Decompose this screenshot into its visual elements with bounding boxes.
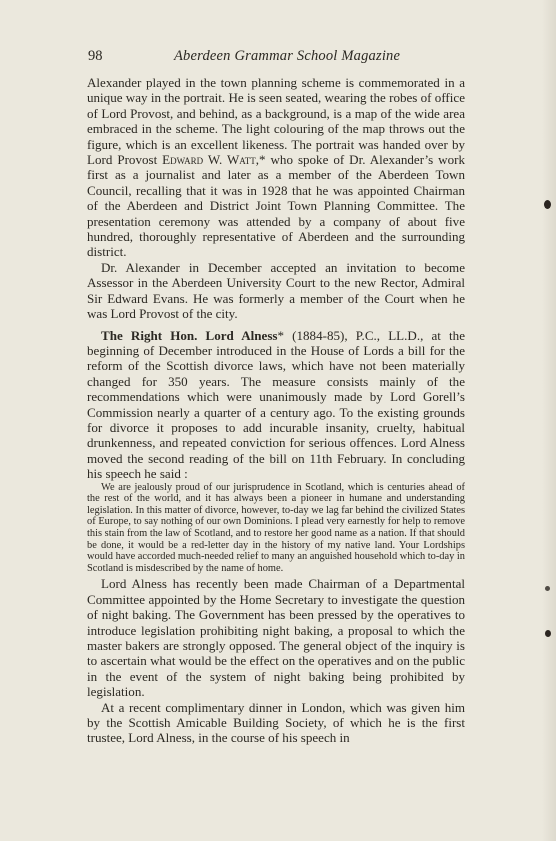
paragraph-night-baking: Lord Alness has recently been made Chairman of a Departmental Committee appointed by the Home Secretary to investigate the question of night baking. The Government has been pressed by the operatives to introduce legislation prohibiting night baking, a proposal to which the master bakers are strongly opposed. The general object of the inquiry is to ascertain what would be the effect on the operatives and on the public in the event of the system of night baking being prohibited by legislation. (87, 576, 465, 700)
article-body (87, 75, 465, 746)
paragraph-text: * (1884-85), P.C., LL.D., at the beginning of December introduced in the House of Lords a bill for the reform of the Scottish divorce laws, which have not been materially changed for 350 years. The measure consists mainly of the recommendations which were unanimously made by Lord Gorell’s Commission nearly a quarter of a century ago. To the existing grounds for divorce it proposes to add incurable insanity, cruelty, habitual drunkenness, and repeated conviction for serious offences. Lord Alness moved the second reading of the bill on 11th February. In concluding his speech he said : (87, 327, 465, 482)
paragraph-assessor: Dr. Alexander in December accepted an invitation to become Assessor in the Aberdeen University Court to the new Rector, Admiral Sir Edward Evans. He was formerly a member of the Court when he was Lord Provost of the city. (87, 259, 465, 322)
ink-mark (544, 200, 551, 209)
ink-mark (545, 630, 551, 637)
page-edge-shadow (542, 0, 556, 841)
page-header (88, 44, 466, 66)
ink-mark (545, 586, 550, 591)
block-quote: We are jealously proud of our jurisprudence in Scotland, which is centuries ahead of the rest of the world, and it has always been a pioneer in humane and understanding legislation. In this matter of divorce, however, to-day we lag far behind the civilized States of Europe, to say nothing of our own Dominions. I plead very earnestly for help to remove this stain from the law of Scotland, and to restore her good name as a nation. If that should be done, it would be a red-letter day in the history of my native land. Your Lordships would have accorded much-needed relief to many an anguished household which to-day in Scotland is misdescribed by the name of home. (87, 481, 465, 574)
person-name: Edward W. Watt, (162, 152, 260, 168)
section-lead: The Right Hon. Lord Alness (101, 327, 278, 343)
running-title: Aberdeen Grammar School Magazine (174, 48, 401, 64)
page-number: 98 (88, 48, 103, 64)
paragraph-lord-alness (87, 328, 465, 482)
paragraph-text: * who spoke of Dr. Alexander’s work first as a journalist and later as a member of the Aberdeen Town Council, recalling that it was in 1928 that he was appointed Chairman of the Aberdeen and District Joint Town Planning Committee. The presentation ceremony was attended by a company of about five hundred, thoroughly representative of Aberdeen and the surrounding district. (87, 152, 465, 260)
paragraph-portrait (87, 75, 465, 260)
paragraph-dinner: At a recent complimentary dinner in London, which was given him by the Scottish Amicable Building Society, of which he is the first trustee, Lord Alness, in the course of his speech in (87, 699, 465, 746)
paragraph-text: Alexander played in the town planning scheme is commemorated in a unique way in the portrait. He is seen seated, wearing the robes of office of Lord Provost, and behind, as a background, is a map of the wide area embraced in the scheme. The light colouring of the map throws out the figure, which is an excellent likeness. The portrait was handed over by Lord Provost (87, 75, 465, 168)
